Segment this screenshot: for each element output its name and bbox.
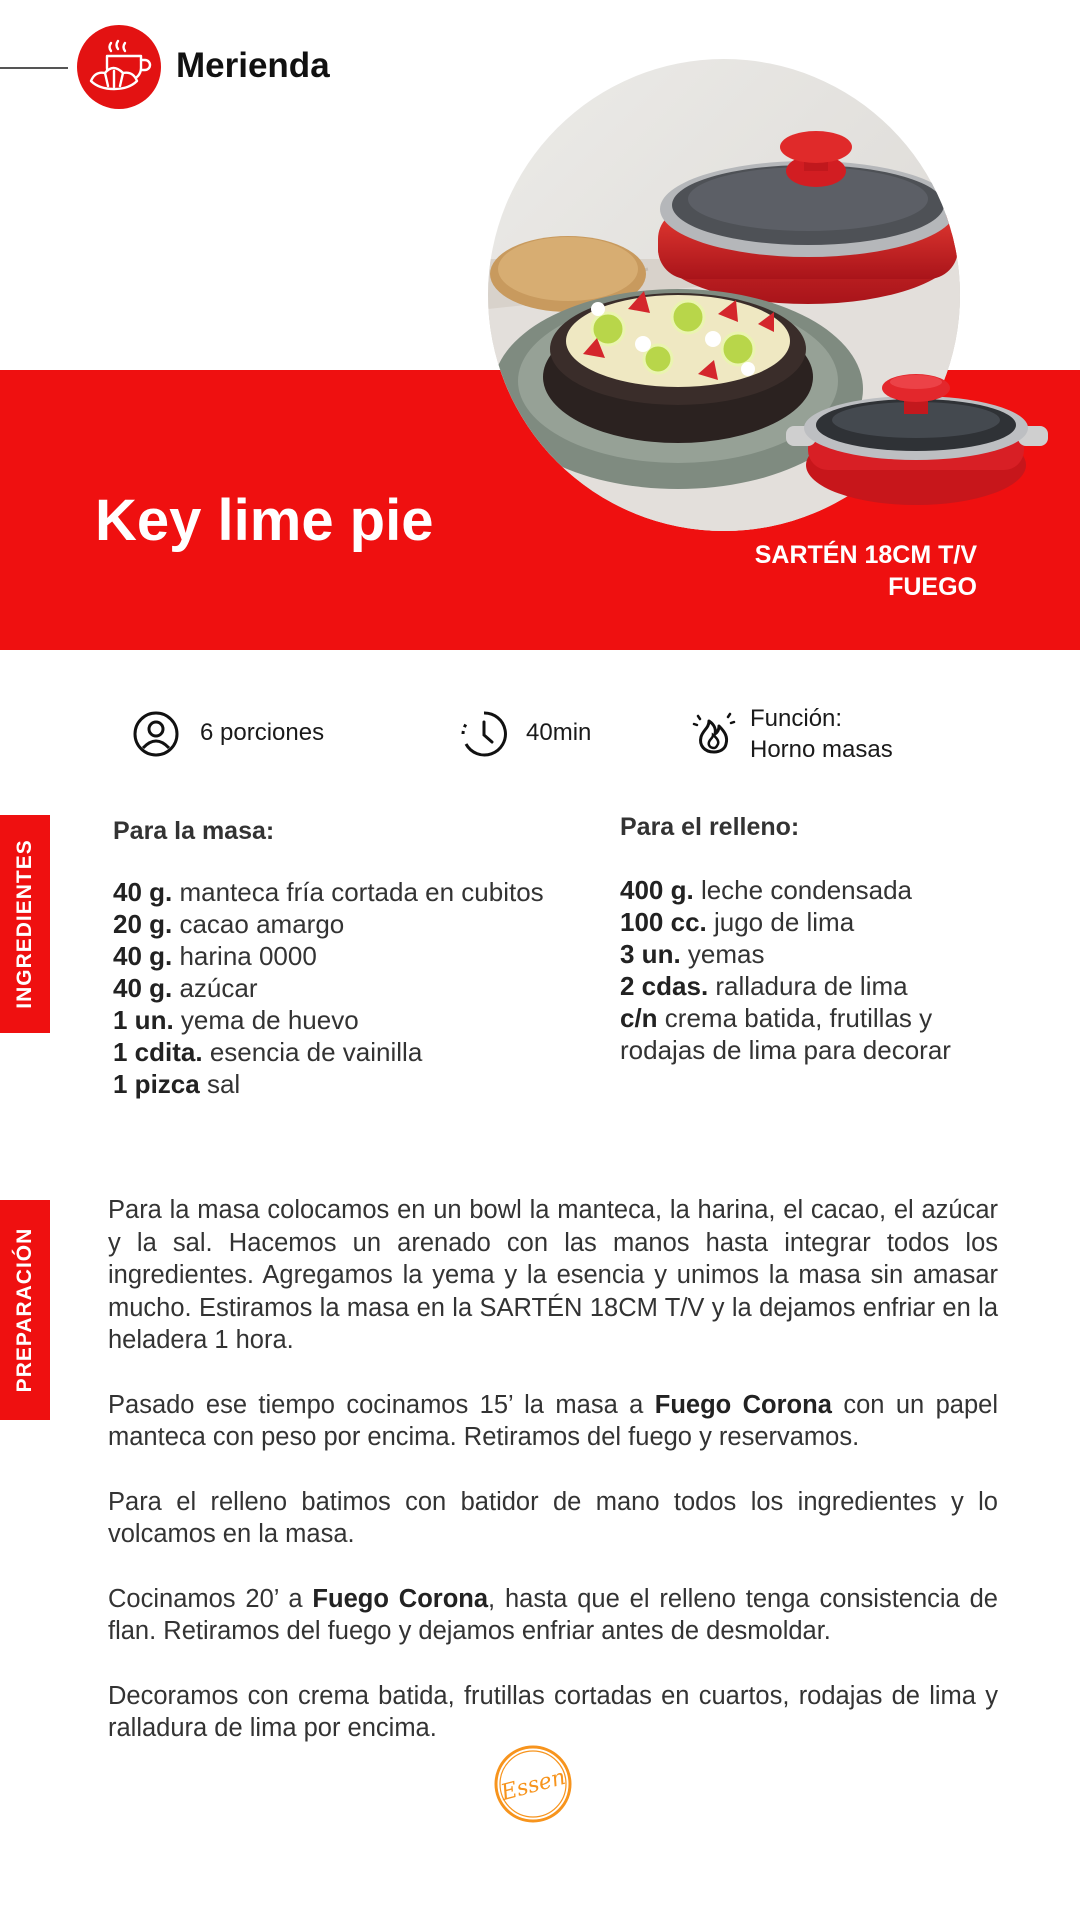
- list-item: 1 cdita. esencia de vainilla: [113, 1037, 423, 1067]
- relleno-heading: Para el relleno:: [620, 813, 800, 841]
- prep-step-3: Para el relleno batimos con batidor de mano todos los ingredientes y lo volcamos en la masa.: [108, 1487, 998, 1548]
- category-badge: [77, 25, 161, 109]
- masa-heading: Para la masa:: [113, 817, 275, 845]
- flame-icon: [690, 708, 738, 756]
- function-label: Función:: [750, 705, 843, 732]
- list-item: 40 g. manteca fría cortada en cubitos: [113, 877, 544, 907]
- recipe-title: Key lime pie: [95, 488, 434, 553]
- list-item: 100 cc. jugo de lima: [620, 907, 855, 937]
- relleno-list: [620, 874, 980, 1066]
- prep-step-2: Pasado ese tiempo cocinamos 15’ la masa a Fuego Corona con un papel manteca con peso por encima. Retiramos del fuego y reservamos.: [108, 1390, 998, 1451]
- timer-icon: [460, 710, 508, 758]
- prep-step-5: Decoramos con crema batida, frutillas cortadas en cuartos, rodajas de lima y ralladura de lima por encima.: [108, 1681, 998, 1742]
- ingredients-tab-label: INGREDIENTES: [13, 839, 36, 1009]
- preparation-tab: [0, 1200, 50, 1420]
- list-item: 2 cdas. ralladura de lima: [620, 971, 908, 1001]
- essen-logo: [493, 1744, 573, 1824]
- portions-text: 6 porciones: [200, 719, 325, 746]
- ingredients-tab: [0, 815, 50, 1033]
- prep-step-1: Para la masa colocamos en un bowl la manteca, la harina, el cacao, el azúcar y la sal. Hacemos un arenado con las manos hasta integrar todos los ingredientes. Agregamos la yema y la esencia y unimos la masa sin amasar mucho. Estiramos la masa en la SARTÉN 18CM T/V y la dejamos enfriar en la heladera 1 hora.: [108, 1196, 998, 1354]
- product-pan-image: [786, 360, 1048, 508]
- list-item: c/n crema batida, frutillas y rodajas de lima para decorar: [620, 1003, 951, 1065]
- logo-text: Essen: [498, 1764, 569, 1807]
- preparation-text: [108, 1194, 998, 1777]
- list-item: 40 g. azúcar: [113, 973, 258, 1003]
- product-line-2: FUEGO: [888, 573, 977, 601]
- list-item: 1 un. yema de huevo: [113, 1005, 359, 1035]
- masa-list: [113, 876, 583, 1100]
- header-divider: [0, 67, 68, 69]
- list-item: 40 g. harina 0000: [113, 941, 317, 971]
- list-item: 3 un. yemas: [620, 939, 765, 969]
- list-item: 20 g. cacao amargo: [113, 909, 345, 939]
- product-line-1: SARTÉN 18CM T/V: [754, 541, 977, 569]
- user-icon: [132, 710, 180, 758]
- function-value: Horno masas: [750, 736, 893, 763]
- time-text: 40min: [526, 719, 592, 746]
- preparation-tab-label: PREPARACIÓN: [13, 1227, 36, 1393]
- coffee-croissant-icon: [77, 25, 161, 109]
- product-name: [577, 539, 977, 603]
- function-block: [750, 703, 893, 765]
- category-title: Merienda: [176, 46, 330, 85]
- list-item: 1 pizca sal: [113, 1069, 241, 1099]
- prep-step-4: Cocinamos 20’ a Fuego Corona, hasta que el relleno tenga consistencia de flan. Retiramos del fuego y dejamos enfriar antes de desmoldar.: [108, 1584, 998, 1645]
- list-item: 400 g. leche condensada: [620, 875, 913, 905]
